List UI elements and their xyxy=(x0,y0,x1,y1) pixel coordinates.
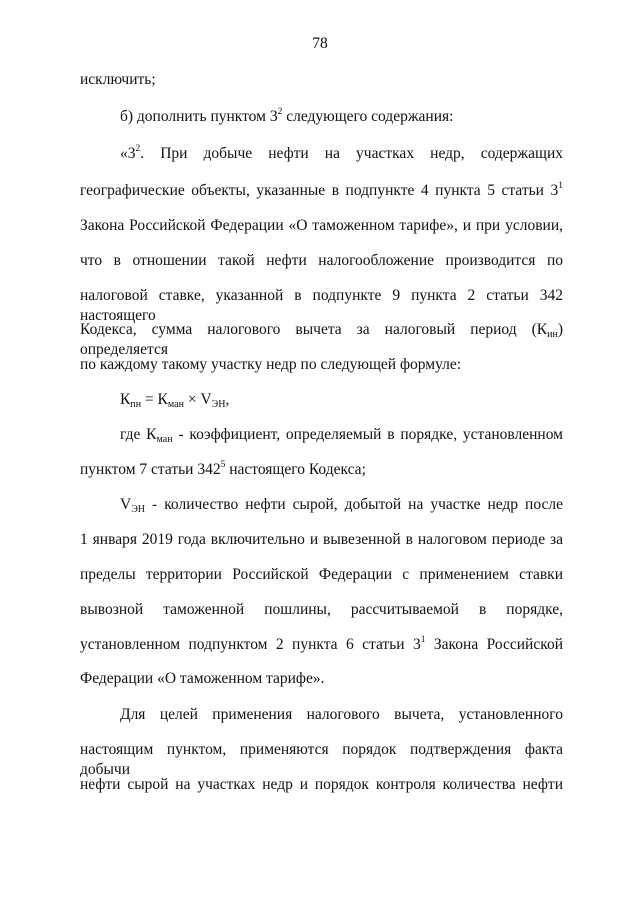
formula-symbol: , xyxy=(225,391,230,408)
text-fragment: ) определяется xyxy=(80,321,563,358)
text-line-paragraph-start xyxy=(120,705,563,725)
text-fragment: настоящего Кодекса; xyxy=(225,461,366,478)
text-fragment: следующего содержания: xyxy=(282,108,454,125)
text-fragment: настоящим пунктом, применяются порядок подтверждения факта добычи xyxy=(80,741,563,778)
text-fragment: исключить; xyxy=(80,71,156,88)
text-fragment: пределы территории Российской Федерации с применением ставки xyxy=(80,566,563,583)
text-line xyxy=(80,530,563,550)
superscript: 2 xyxy=(277,107,283,117)
text-line xyxy=(80,565,563,585)
text-fragment: V xyxy=(120,496,132,513)
subscript: ЭН xyxy=(211,399,226,410)
text-line xyxy=(80,320,563,360)
text-line xyxy=(80,775,563,795)
superscript: 1 xyxy=(558,181,563,191)
text-line-exclude xyxy=(80,70,156,90)
formula-symbol: × V xyxy=(183,391,212,408)
text-line xyxy=(80,355,461,375)
text-fragment: налоговой ставке, указанной в подпункте 9 пункта 2 статьи 342 настоящего xyxy=(80,287,563,324)
text-fragment: «3 xyxy=(120,145,136,162)
subscript: ман xyxy=(167,399,184,410)
subscript: ман xyxy=(156,434,173,445)
superscript: 5 xyxy=(220,460,226,470)
text-fragment: . При добыче нефти на участках недр, содержащих xyxy=(140,145,563,162)
text-line xyxy=(80,251,563,271)
subscript: ин xyxy=(547,329,558,340)
text-fragment: географические объекты, указанные в подпункте 4 пункта 5 статьи 3 xyxy=(80,182,559,199)
text-fragment: Федерации «О таможенном тарифе». xyxy=(80,670,325,687)
formula-symbol: = К xyxy=(141,391,168,408)
text-fragment: по каждому такому участку недр по следующей формуле: xyxy=(80,356,462,373)
text-line xyxy=(80,181,563,201)
superscript: 2 xyxy=(135,144,141,154)
subscript: пн xyxy=(130,399,142,410)
text-line xyxy=(80,635,563,655)
text-line xyxy=(80,216,563,236)
text-fragment: Закона Российской Федерации «О таможенном тарифе», и при условии, xyxy=(80,217,563,234)
text-line xyxy=(80,669,324,689)
page-number: 78 xyxy=(312,35,328,52)
formula-line xyxy=(120,390,229,410)
text-fragment: - коэффициент, определяемый в порядке, установленном xyxy=(172,426,563,443)
text-fragment: Кодекса, сумма налогового вычета за налоговый период (К xyxy=(80,321,548,338)
text-line xyxy=(80,460,366,480)
text-fragment: - количество нефти сырой, добытой на участке недр после xyxy=(145,496,563,513)
text-fragment: что в отношении такой нефти налогообложение производится по xyxy=(80,252,563,269)
text-fragment: Для целей применения налогового вычета, установленного xyxy=(120,706,563,723)
text-line-amend-header xyxy=(120,107,453,127)
text-fragment: вывозной таможенной пошлины, рассчитываемой в порядке, xyxy=(80,601,563,618)
text-fragment: где К xyxy=(120,426,157,443)
formula-symbol: К xyxy=(120,391,131,408)
subscript: ЭН xyxy=(131,504,146,515)
text-line-clause-start xyxy=(120,144,563,164)
text-line-definition xyxy=(120,425,563,445)
text-fragment: пунктом 7 статьи 342 xyxy=(80,461,221,478)
text-line xyxy=(80,740,563,780)
text-fragment: 1 января 2019 года включительно и вывезенной в налоговом периоде за xyxy=(80,531,563,548)
text-fragment: б) дополнить пунктом 3 xyxy=(120,108,278,125)
text-fragment: нефти сырой на участках недр и порядок контроля количества нефти xyxy=(80,776,563,793)
text-line-definition xyxy=(120,495,563,515)
text-fragment: Закона Российской xyxy=(425,636,563,653)
superscript: 1 xyxy=(420,635,426,645)
text-fragment: установленном подпунктом 2 пункта 6 статьи 3 xyxy=(80,636,421,653)
text-line xyxy=(80,600,563,620)
